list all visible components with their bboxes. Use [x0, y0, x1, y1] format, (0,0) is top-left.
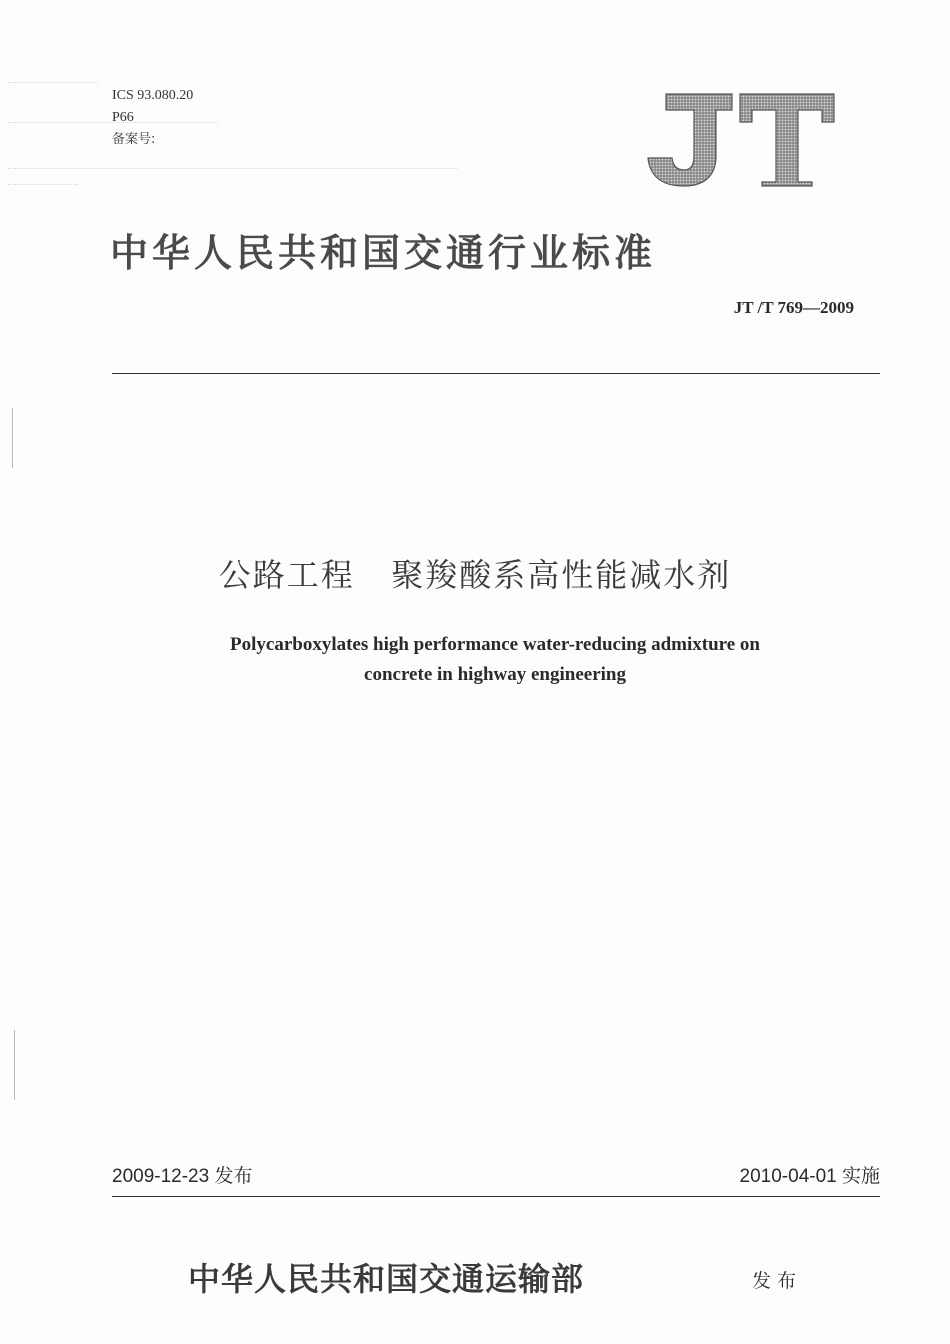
scan-artifact — [14, 1030, 15, 1100]
standard-category-title: 中华人民共和国交通行业标准 — [110, 230, 657, 275]
scan-artifact — [8, 168, 458, 169]
scan-artifact — [12, 408, 13, 468]
ics-code: ICS 93.080.20 — [112, 88, 194, 103]
bottom-divider — [112, 1196, 880, 1197]
implementation-date: 2010-04-01 实施 — [739, 1166, 880, 1187]
title-english-line-1: Polycarboxylates high performance water-reducing admixture on — [230, 634, 760, 655]
standard-number: JT /T 769—2009 — [733, 298, 854, 317]
jt-logo — [646, 92, 836, 188]
publisher-name: 中华人民共和国交通运输部 — [188, 1260, 585, 1298]
title-chinese: 公路工程 聚羧酸系高性能减水剂 — [218, 556, 732, 594]
record-number-label: 备案号: — [112, 132, 156, 147]
publisher-suffix: 发布 — [752, 1270, 803, 1292]
top-divider — [112, 373, 880, 374]
classification-code: P66 — [112, 110, 134, 125]
issue-date: 2009-12-23 发布 — [112, 1166, 253, 1187]
scan-artifact — [8, 82, 98, 83]
title-english-line-2: concrete in highway engineering — [364, 664, 626, 685]
scan-artifact — [8, 184, 78, 185]
logo-text: JT — [646, 92, 647, 93]
